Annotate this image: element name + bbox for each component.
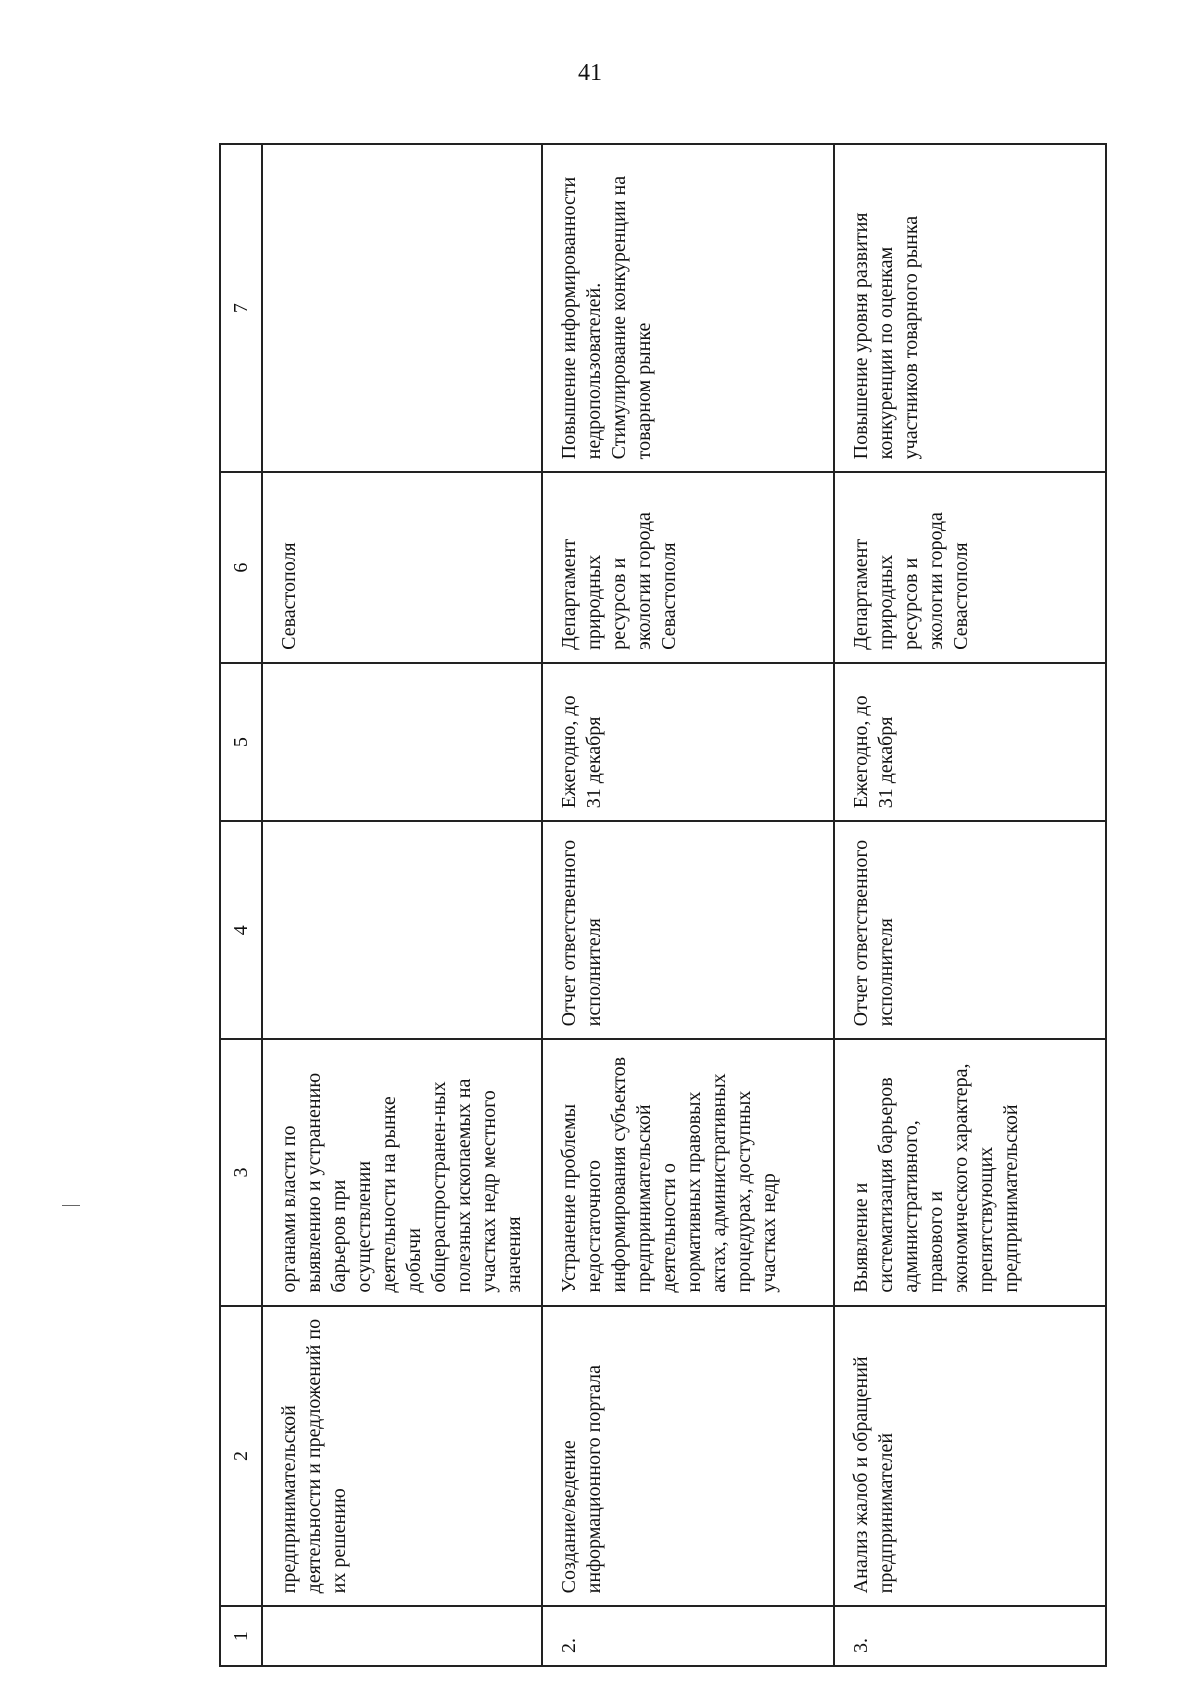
table-header-row (220, 144, 262, 1666)
measure-cell: предпринимательской деятельности и предложений по их решению (262, 1306, 542, 1607)
rotated-table-container (219, 143, 1107, 1667)
header-cell: 4 (220, 821, 262, 1039)
deadline-cell (262, 663, 542, 821)
deadline-cell: Ежегодно, до 31 декабря (834, 663, 1106, 821)
measure-cell: Анализ жалоб и обращений предпринимателей (834, 1306, 1106, 1607)
table-row (262, 144, 542, 1666)
row-number-cell: 2. (542, 1606, 834, 1666)
effect-cell (262, 144, 542, 472)
header-cell: 1 (220, 1606, 262, 1666)
content-cell: Устранение проблемы недостаточного информирования субъектов предпринимательской деятельности о нормативных правовых актах, административных процедурах, доступных участках недр (542, 1039, 834, 1305)
executor-cell: Департамент природных ресурсов и экологии города Севастополя (542, 472, 834, 663)
result-cell: Отчет ответственного исполнителя (542, 821, 834, 1039)
executor-cell: Департамент природных ресурсов и экологии города Севастополя (834, 472, 1106, 663)
content-cell: органами власти по выявлению и устранению барьеров при осуществлении деятельности на рынке добычи общераспространен-ных полезных ископаемых на участках недр местного значения (262, 1039, 542, 1305)
executor-cell: Севастополя (262, 472, 542, 663)
page-number: 41 (578, 60, 602, 86)
result-cell (262, 821, 542, 1039)
header-cell: 5 (220, 663, 262, 821)
effect-cell: Повышение информированности недропользователей. Стимулирование конкуренции на товарном рынке (542, 144, 834, 472)
row-number-cell (262, 1606, 542, 1666)
header-cell: 3 (220, 1039, 262, 1305)
effect-cell: Повышение уровня развития конкуренции по оценкам участников товарного рынка (834, 144, 1106, 472)
row-number-cell: 3. (834, 1606, 1106, 1666)
result-cell: Отчет ответственного исполнителя (834, 821, 1106, 1039)
content-cell: Выявление и систематизация барьеров административного, правового и экономического характера, препятствующих предпринимательской (834, 1039, 1106, 1305)
table-row (542, 144, 834, 1666)
measures-table (219, 143, 1107, 1667)
measure-cell: Создание/ведение информационного портала (542, 1306, 834, 1607)
header-cell: 7 (220, 144, 262, 472)
scan-mark (62, 1205, 80, 1206)
deadline-cell: Ежегодно, до 31 декабря (542, 663, 834, 821)
table-row (834, 144, 1106, 1666)
header-cell: 6 (220, 472, 262, 663)
header-cell: 2 (220, 1306, 262, 1607)
